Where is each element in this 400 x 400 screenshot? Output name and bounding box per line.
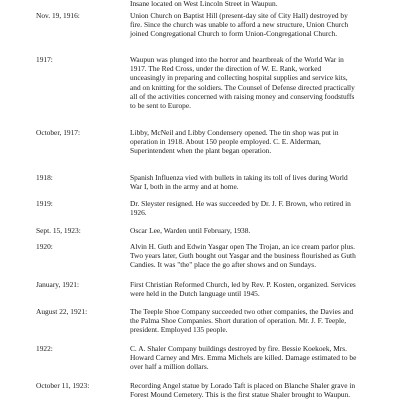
entry-text <box>130 242 392 270</box>
entry-text <box>130 173 392 191</box>
entry-date: Sept. 15, 1923: <box>36 226 81 235</box>
entry-text-line: C. A. Shaler Company buildings destroyed by fire. Bessie Koekoek, Mrs. <box>130 344 347 353</box>
entry-text-line: operation in 1918. About 150 people employed. C. E. Alderman, <box>130 137 321 147</box>
entry-text <box>130 199 392 217</box>
entry-text-line: First Christian Reformed Church, led by Rev. P. Kosten, organized. Services <box>130 280 356 289</box>
entry-text <box>130 280 392 298</box>
entry-text-line: Libby, McNeil and Libby Condensery opened. The tin shop was put in <box>130 128 339 137</box>
entry-date: 1918: <box>36 173 53 182</box>
entry-text-line: Candies. It was "the" place the go after shows and on Sundays. <box>130 260 317 270</box>
entry-text-line: Alvin H. Guth and Edwin Yasgar open The Trojan, an ice cream parlor plus. <box>130 242 356 251</box>
entry-date: 1920: <box>36 242 53 251</box>
entry-text <box>130 11 392 39</box>
entry-text-line: Union Church on Baptist Hill (present-day site of City Hall) destroyed by <box>130 11 348 20</box>
entry-text-line: and on knitting for the soldiers. The Counsel of Defense directed practically <box>130 82 355 92</box>
entry-text-line: the Palma Shoe Companies. Short duration of operation. Mr. J. F. Teeple, <box>130 316 347 326</box>
entry-date: Nov. 19, 1916: <box>36 11 80 20</box>
entry-text <box>130 226 392 235</box>
entry-text-line: over half a million dollars. <box>130 362 209 372</box>
entry-text-line: were held in the Dutch language until 1945. <box>130 289 260 299</box>
entry-date: October 11, 1923: <box>36 381 90 390</box>
entry-text-line: War I, both in the army and at home. <box>130 182 239 192</box>
entry-text-line: Forest Mound Cemetery. This is the first statue Shaler brought to Waupun. <box>130 390 351 400</box>
entry-date: January, 1921: <box>36 280 80 289</box>
entry-text-line: joined Congregational Church to form Union-Congregational Church. <box>130 29 338 39</box>
entry-date: August 22, 1921: <box>36 307 88 316</box>
entry-text-line: fire. Since the church was unable to afford a new structure, Union Church <box>130 20 349 30</box>
entry-text-line: president. Employed 135 people. <box>130 325 228 335</box>
entry-date: October, 1917: <box>36 128 81 137</box>
continuation-text: Insane located on West Lincoln Street in Waupun. <box>130 0 278 8</box>
entry-text-line: 1926. <box>130 208 147 218</box>
entry-date: 1917: <box>36 55 53 64</box>
entry-text-line: to be sent to Europe. <box>130 101 191 111</box>
entry-text-line: Dr. Sleyster resigned. He was succeeded by Dr. J. F. Brown, who retired in <box>130 199 351 208</box>
entry-text <box>130 128 392 156</box>
entry-text-line: Spanish Influenza vied with bullets in taking its toll of lives during World <box>130 173 348 182</box>
entry-text-line: Oscar Lee, Warden until February, 1938. <box>130 226 251 235</box>
entry-text <box>130 381 392 399</box>
entry-date: 1922: <box>36 344 53 353</box>
entry-text <box>130 307 392 335</box>
entry-text-line: Recording Angel statue by Lorado Taft is placed on Blanche Shaler grave in <box>130 381 356 390</box>
entry-text-line: unceasingly in preparing and collecting hospital supplies and service kits, <box>130 73 348 83</box>
entry-text-line: The Teeple Shoe Company succeeded two other companies, the Davies and <box>130 307 354 316</box>
entry-text-line: Waupun was plunged into the horror and heartbreak of the World War in <box>130 55 344 64</box>
entry-text-line: Superintendent when the plant began operation. <box>130 146 272 156</box>
entry-text <box>130 55 392 110</box>
entry-text-line: 1917. The Red Cross, under the direction of W. E. Rank, worked <box>130 64 322 74</box>
entry-date: 1919: <box>36 199 53 208</box>
entry-text <box>130 344 392 372</box>
entry-text-line: Two years later, Guth bought out Yasgar and the business flourished as Guth <box>130 251 356 261</box>
entry-text-line: all of the activities concerned with raising money and conserving foodstuffs <box>130 91 355 101</box>
entry-text-line: Howard Carney and Mrs. Emma Michels are killed. Damage estimated to be <box>130 353 357 363</box>
